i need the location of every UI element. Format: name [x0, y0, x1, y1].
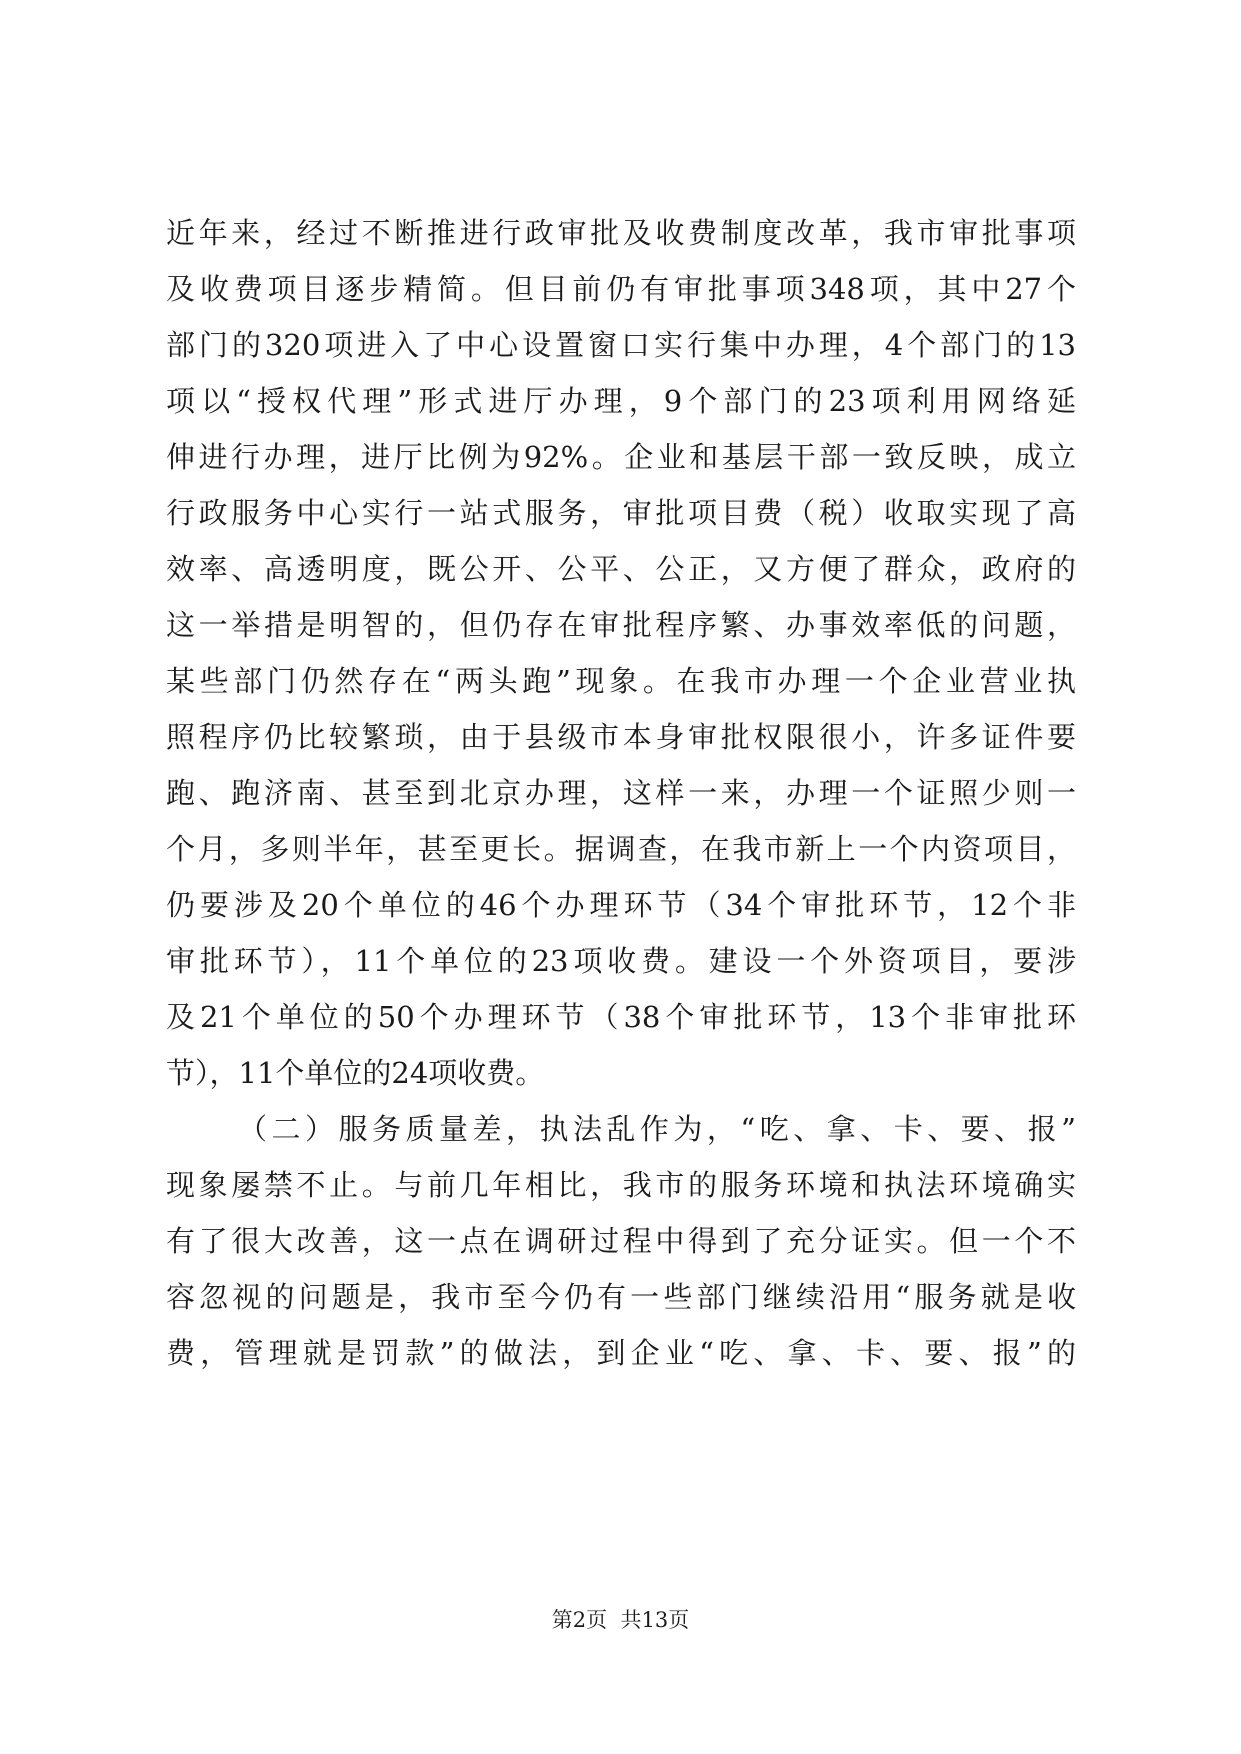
- body-text-line: 这一举措是明智的，但仍存在审批程序繁、办事效率低的问题，: [166, 608, 1076, 642]
- body-text-line: 现象屡禁不止。与前几年相比，我市的服务环境和执法环境确实: [166, 1168, 1076, 1202]
- body-text-line: 及21个单位的50个办理环节（38个审批环节，13个非审批环: [166, 1000, 1076, 1034]
- body-text-line: 近年来，经过不断推进行政审批及收费制度改革，我市审批事项: [166, 216, 1076, 250]
- body-text-line: 效率、高透明度，既公开、公平、公正，又方便了群众，政府的: [166, 552, 1076, 586]
- body-text-line: 审批环节），11个单位的23项收费。建设一个外资项目，要涉: [166, 944, 1076, 978]
- body-text-line: 某些部门仍然存在“两头跑”现象。在我市办理一个企业营业执: [166, 664, 1076, 698]
- section-heading-line: （二）服务质量差，执法乱作为，“吃、拿、卡、要、报”: [238, 1112, 1076, 1146]
- page-number-footer: 第2页 共13页: [551, 1608, 690, 1632]
- body-text-line: 伸进行办理，进厅比例为92%。企业和基层干部一致反映，成立: [166, 440, 1076, 474]
- body-text-line: 有了很大改善，这一点在调研过程中得到了充分证实。但一个不: [166, 1224, 1076, 1258]
- body-text-line: 部门的320项进入了中心设置窗口实行集中办理，4个部门的13: [166, 328, 1076, 362]
- body-text-line: 行政服务中心实行一站式服务，审批项目费（税）收取实现了高: [166, 496, 1076, 530]
- body-text-line: 照程序仍比较繁琐，由于县级市本身审批权限很小，许多证件要: [166, 720, 1076, 754]
- body-text-line: 费，管理就是罚款”的做法，到企业“吃、拿、卡、要、报”的: [166, 1336, 1076, 1370]
- body-text-line: 个月，多则半年，甚至更长。据调查，在我市新上一个内资项目，: [166, 832, 1076, 866]
- body-text-line: 跑、跑济南、甚至到北京办理，这样一来，办理一个证照少则一: [166, 776, 1076, 810]
- body-text-line: 容忽视的问题是，我市至今仍有一些部门继续沿用“服务就是收: [166, 1280, 1076, 1314]
- body-text-line: 仍要涉及20个单位的46个办理环节（34个审批环节，12个非: [166, 888, 1076, 922]
- body-text-line: 节），11个单位的24项收费。: [166, 1056, 545, 1090]
- body-text-line: 及收费项目逐步精简。但目前仍有审批事项348项，其中27个: [166, 272, 1076, 306]
- body-text-line: 项以“授权代理”形式进厅办理，9个部门的23项利用网络延: [166, 384, 1076, 418]
